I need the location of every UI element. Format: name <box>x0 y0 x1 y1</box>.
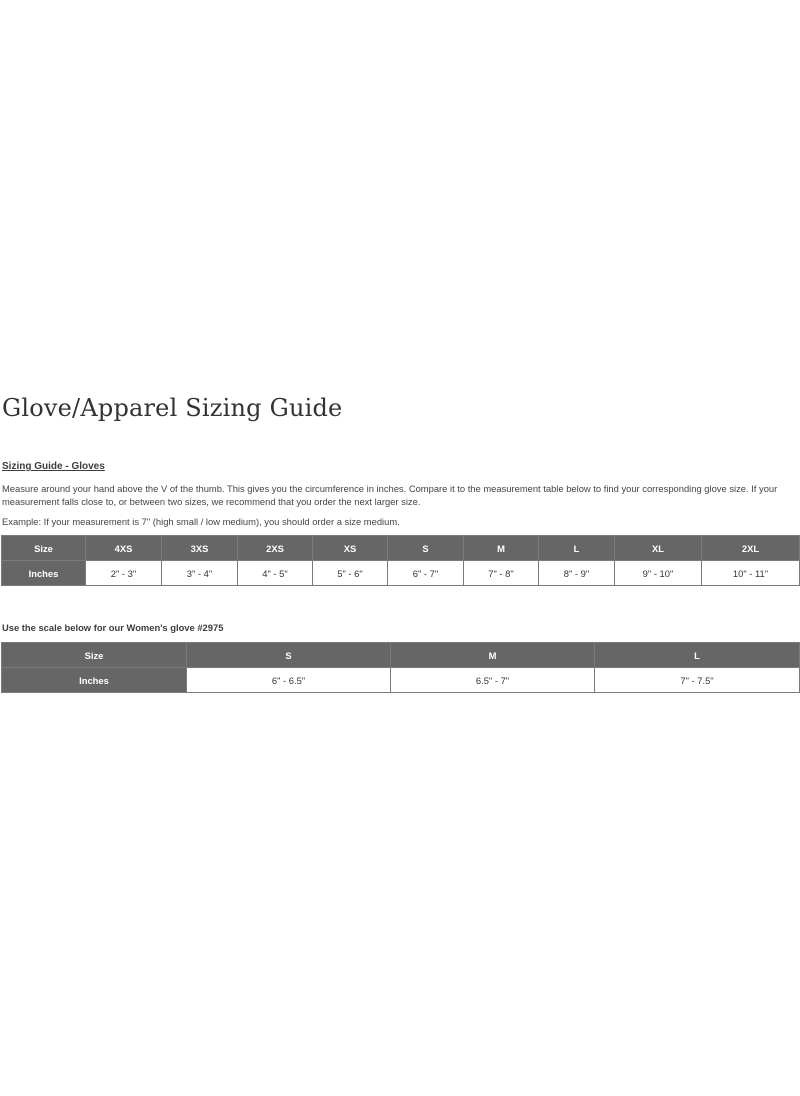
womens-inches-cell: 6.5" - 7" <box>391 668 595 693</box>
womens-size-header-row <box>2 643 800 668</box>
inches-cell: 7" - 8" <box>464 561 539 586</box>
glove-size-table <box>1 535 800 586</box>
womens-inches-row <box>2 668 800 693</box>
section-heading-gloves: Sizing Guide - Gloves <box>2 461 105 472</box>
womens-inches-row-label: Inches <box>2 668 187 693</box>
size-cell: XL <box>615 536 702 561</box>
womens-inches-cell: 6" - 6.5" <box>187 668 391 693</box>
inches-cell: 5" - 6" <box>313 561 388 586</box>
womens-glove-size-table <box>1 642 800 693</box>
size-cell: M <box>464 536 539 561</box>
womens-size-cell: L <box>595 643 800 668</box>
womens-size-row-label: Size <box>2 643 187 668</box>
inches-row-label: Inches <box>2 561 86 586</box>
inches-cell: 10" - 11" <box>702 561 800 586</box>
size-cell: 2XL <box>702 536 800 561</box>
inches-cell: 6" - 7" <box>388 561 464 586</box>
size-row-label: Size <box>2 536 86 561</box>
size-cell: 3XS <box>162 536 238 561</box>
womens-inches-cell: 7" - 7.5" <box>595 668 800 693</box>
inches-row <box>2 561 800 586</box>
inches-cell: 4" - 5" <box>238 561 313 586</box>
size-cell: 4XS <box>86 536 162 561</box>
inches-cell: 9" - 10" <box>615 561 702 586</box>
inches-cell: 2" - 3" <box>86 561 162 586</box>
womens-size-cell: S <box>187 643 391 668</box>
womens-glove-note: Use the scale below for our Women's glove #2975 <box>2 622 224 633</box>
inches-cell: 8" - 9" <box>539 561 615 586</box>
inches-cell: 3" - 4" <box>162 561 238 586</box>
womens-size-cell: M <box>391 643 595 668</box>
measurement-example: Example: If your measurement is 7" (high small / low medium), you should order a size medium. <box>2 516 400 527</box>
page-title: Glove/Apparel Sizing Guide <box>2 394 343 422</box>
size-header-row <box>2 536 800 561</box>
size-cell: 2XS <box>238 536 313 561</box>
measurement-instructions: Measure around your hand above the V of the thumb. This gives you the circumference in inches. Compare it to the measurement table below to find your corresponding glove size. If your measurement falls close to, or between two sizes, we recommend that you order the next larger size. <box>2 483 778 507</box>
size-cell: XS <box>313 536 388 561</box>
size-cell: S <box>388 536 464 561</box>
size-cell: L <box>539 536 615 561</box>
